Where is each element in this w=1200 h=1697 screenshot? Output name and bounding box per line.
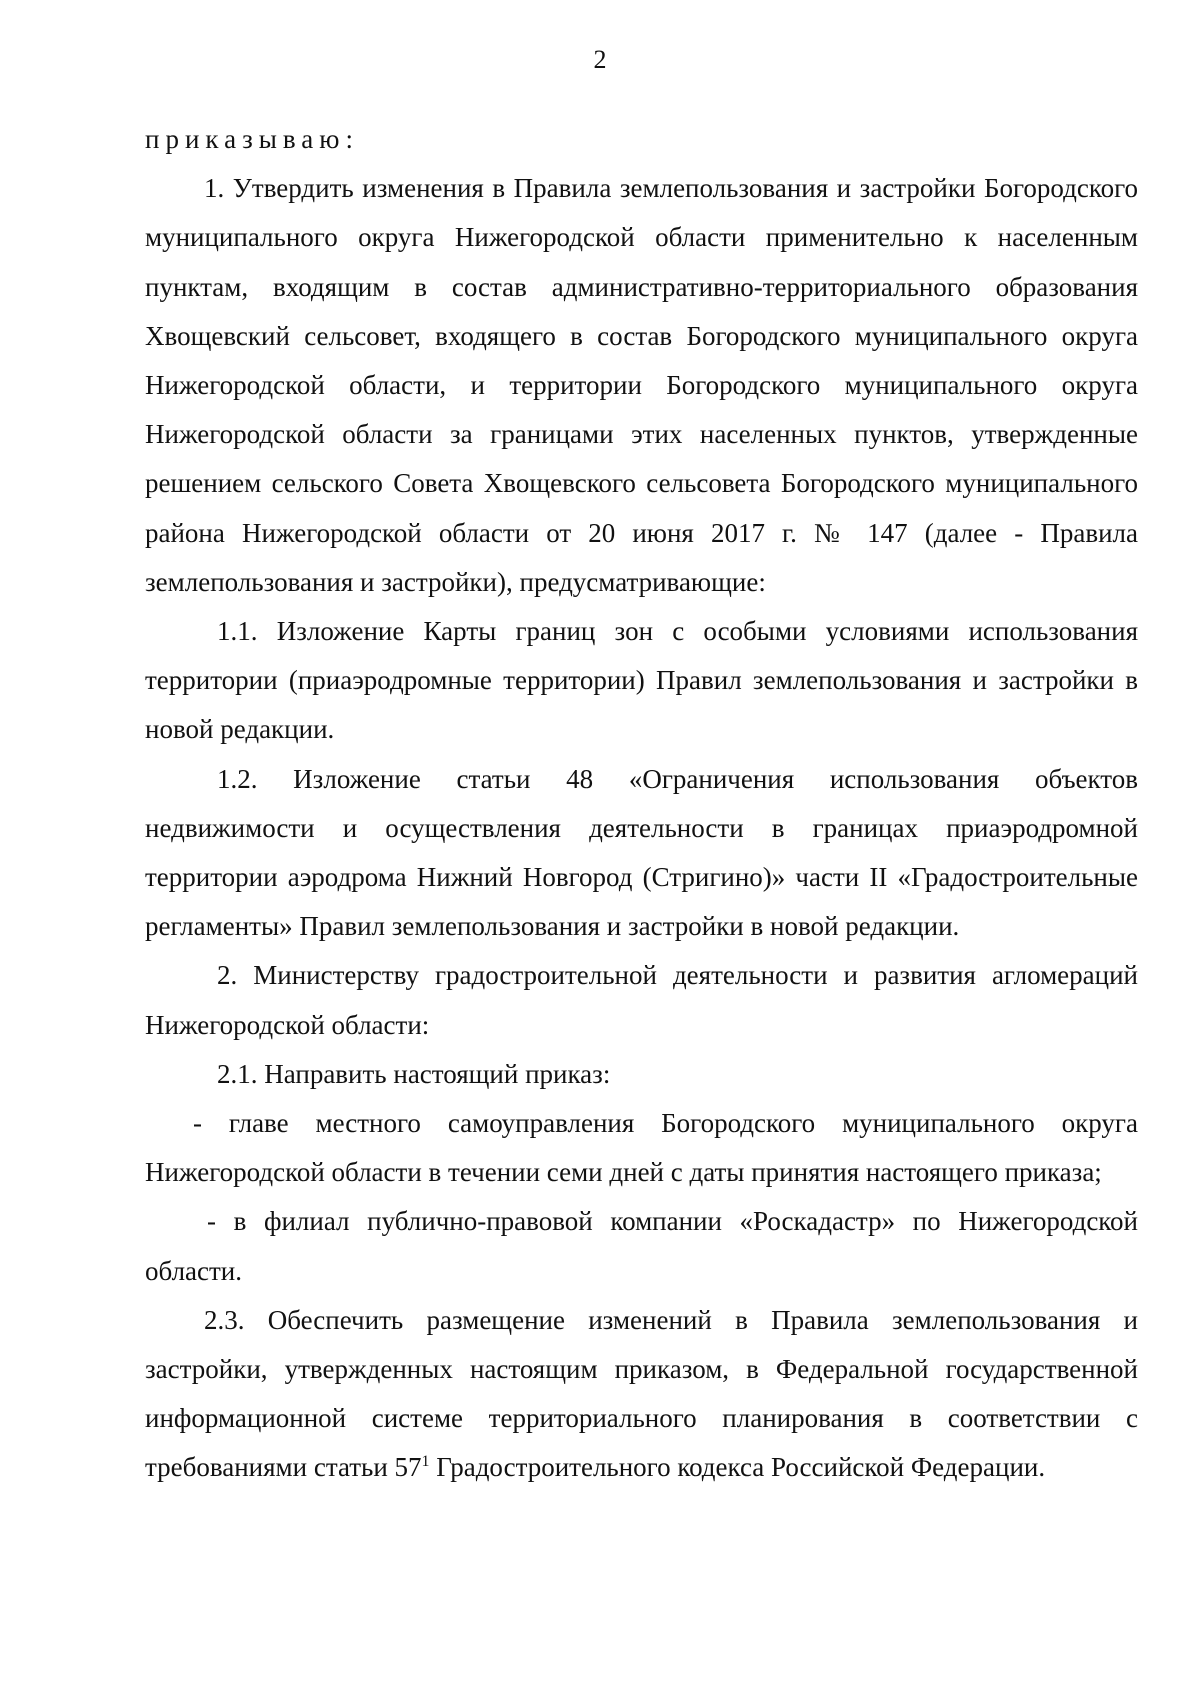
item-2-1: 2.1. Направить настоящий приказ:	[217, 1058, 611, 1089]
item-2-1-recipient-cadastre: - в филиал публично-правовой компании «Роскадастр» по Нижегородской области.	[145, 1206, 1138, 1286]
page-number: 2	[593, 45, 607, 74]
item-2-1-recipient-head: - главе местного самоуправления Богородского муниципального округа Нижегородской области в течении семи дней с даты принятия настоящего приказа;	[145, 1108, 1138, 1188]
item-2-3-text-end: Градостроительного кодекса Российской Федерации.	[429, 1452, 1046, 1483]
document-body	[145, 115, 1138, 1493]
item-2: 2. Министерству градостроительной деятельности и развития агломераций Нижегородской области:	[145, 960, 1138, 1040]
item-2-3-text: 2.3. Обеспечить размещение изменений в Правила землепользования и застройки, утвержденных настоящим приказом, в Федеральной государственной информационной системе территориального планирования в соответствии с требованиями статьи 57	[145, 1304, 1138, 1483]
item-1-1: 1.1. Изложение Карты границ зон с особыми условиями использования территории (приаэродромные территории) Правил землепользования и застройки в новой редакции.	[145, 616, 1138, 745]
decree-word: приказываю:	[145, 124, 359, 154]
item-1-2: 1.2. Изложение статьи 48 «Ограничения использования объектов недвижимости и осуществления деятельности в границах приаэродромной территории аэродрома Нижний Новгород (Стригино)» части II «Градостроительные регламенты» Правил землепользования и застройки в новой редакции.	[145, 763, 1138, 942]
item-2-3-superscript: 1	[421, 1453, 430, 1471]
item-1: 1. Утвердить изменения в Правила землепользования и застройки Богородского муниципального округа Нижегородской области применительно к населенным пунктам, входящим в состав административно-территориального образования Хвощевский сельсовет, входящего в состав Богородского муниципального округа Нижегородской области, и территории Богородского муниципального округа Нижегородской области за границами этих населенных пунктов, утвержденные решением сельского Совета Хвощевского сельсовета Богородского муниципального района Нижегородской области от 20 июня 2017 г. № 147 (далее - Правила землепользования и застройки), предусматривающие:	[145, 173, 1138, 597]
item-2-3	[145, 1296, 1138, 1493]
